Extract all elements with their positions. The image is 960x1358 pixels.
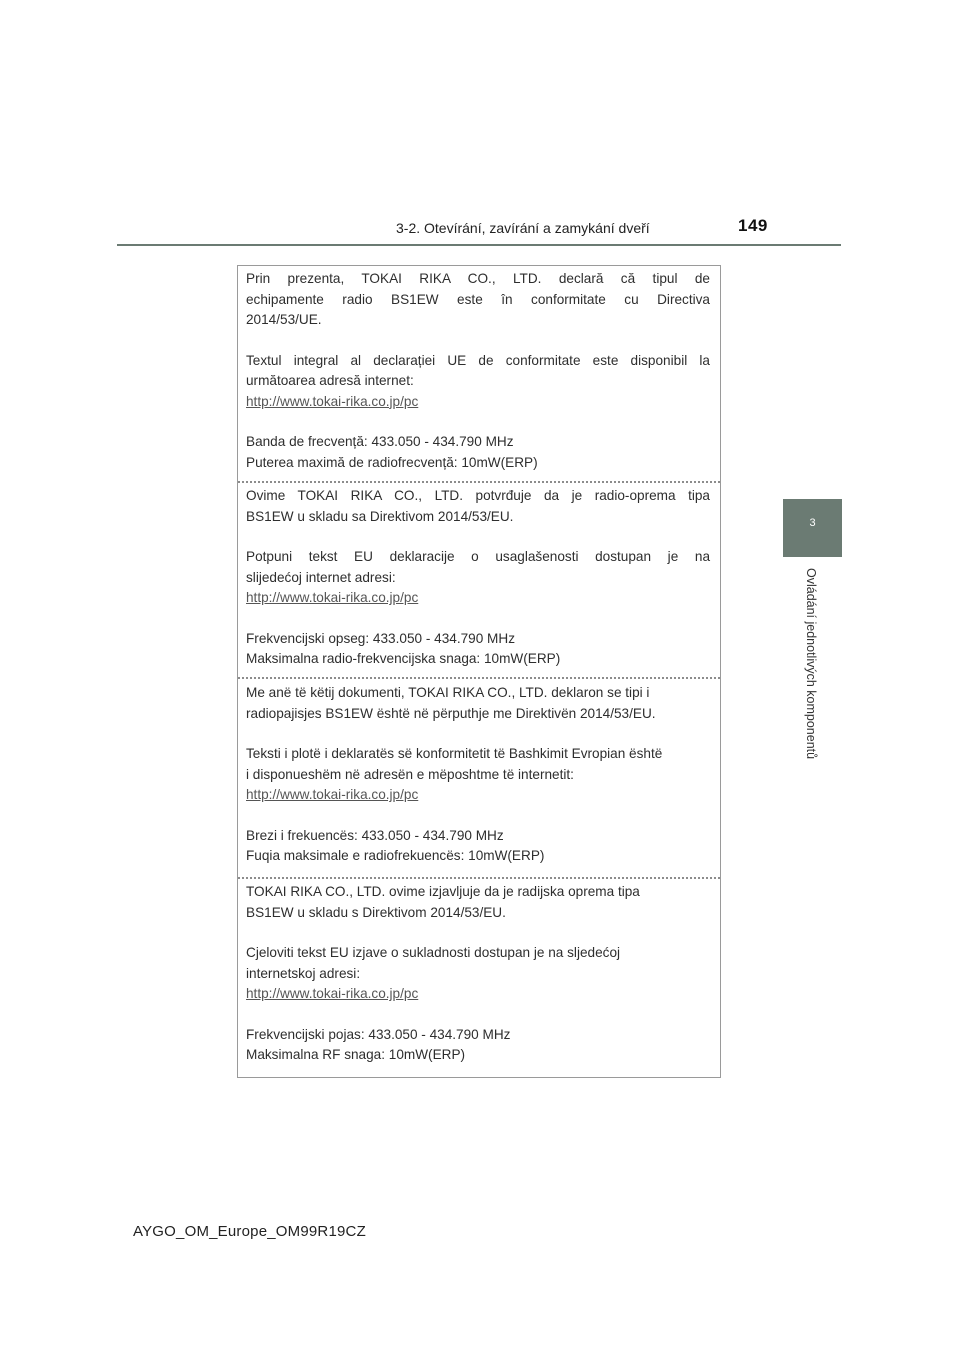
- declaration-line: BS1EW u skladu sa Direktivom 2014/53/EU.: [246, 508, 514, 524]
- section-divider: [238, 677, 720, 679]
- max-power: Fuqia maksimale e radiofrekuencës: 10mW(ERP): [246, 848, 545, 863]
- declaration-url-link[interactable]: http://www.tokai-rika.co.jp/pc: [246, 986, 419, 1001]
- declaration-url-link[interactable]: http://www.tokai-rika.co.jp/pc: [246, 590, 419, 605]
- declaration-line: 2014/53/UE.: [246, 312, 322, 327]
- availability-line: Potpuni tekst EU deklaracije o usaglašenosti dostupan je na: [246, 549, 710, 564]
- availability-line: următoarea adresă internet:: [246, 373, 414, 388]
- availability-line: internetskoj adresi:: [246, 965, 361, 981]
- declaration-romanian: [246, 269, 710, 473]
- declaration-line: Prin prezenta, TOKAI RIKA CO., LTD. declară că tipul de: [246, 271, 710, 286]
- section-divider: [238, 877, 720, 879]
- declaration-line: echipamente radio BS1EW este în conformitate cu Directiva: [246, 291, 710, 307]
- availability-line: i disponueshëm në adresën e mëposhtme të internetit:: [246, 766, 574, 782]
- frequency-band: Frekvencijski opseg: 433.050 - 434.790 MHz: [246, 630, 515, 646]
- header-divider: [117, 244, 841, 246]
- declarations-box: [237, 265, 721, 1078]
- declaration-line: TOKAI RIKA CO., LTD. ovime izjavljuje da je radijska oprema tipa: [246, 884, 640, 899]
- section-divider: [238, 481, 720, 483]
- chapter-label: Ovládání jednotlivých komponentů: [804, 568, 818, 760]
- document-code: AYGO_OM_Europe_OM99R19CZ: [133, 1223, 366, 1240]
- declaration-croatian: [246, 882, 710, 1066]
- chapter-tab[interactable]: [783, 499, 842, 557]
- availability-line: Teksti i plotë i deklaratës së konformitetit të Bashkimit Evropian është: [246, 746, 663, 761]
- availability-line: slijedećoj internet adresi:: [246, 569, 396, 585]
- availability-line: Cjeloviti tekst EU izjave o sukladnosti dostupan je na sljedećoj: [246, 945, 621, 960]
- declaration-line: radiopajisjes BS1EW është në përputhje me Direktivën 2014/53/EU.: [246, 705, 656, 721]
- declaration-line: Me anë të këtij dokumenti, TOKAI RIKA CO., LTD. deklaron se tipi i: [246, 685, 650, 700]
- chapter-number: 3: [809, 517, 816, 529]
- max-power: Maksimalna RF snaga: 10mW(ERP): [246, 1047, 466, 1062]
- declaration-albanian: [246, 683, 710, 867]
- page-number: 149: [738, 216, 768, 235]
- declaration-url-link[interactable]: http://www.tokai-rika.co.jp/pc: [246, 393, 419, 409]
- declaration-line: Ovime TOKAI RIKA CO., LTD. potvrđuje da je radio-oprema tipa: [246, 488, 710, 503]
- declaration-bosnian: [246, 486, 710, 670]
- section-title: 3-2. Otevírání, zavírání a zamykání dveří: [396, 220, 650, 236]
- frequency-band: Brezi i frekuencës: 433.050 - 434.790 MHz: [246, 827, 504, 843]
- max-power: Maksimalna radio-frekvencijska snaga: 10mW(ERP): [246, 651, 561, 666]
- declaration-url-link[interactable]: http://www.tokai-rika.co.jp/pc: [246, 787, 419, 802]
- max-power: Puterea maximă de radiofrecvență: 10mW(ERP): [246, 454, 538, 470]
- frequency-band: Banda de frecvență: 433.050 - 434.790 MHz: [246, 434, 514, 449]
- frequency-band: Frekvencijski pojas: 433.050 - 434.790 MHz: [246, 1026, 511, 1042]
- availability-line: Textul integral al declarației UE de conformitate este disponibil la: [246, 352, 710, 368]
- declaration-line: BS1EW u skladu s Direktivom 2014/53/EU.: [246, 904, 506, 920]
